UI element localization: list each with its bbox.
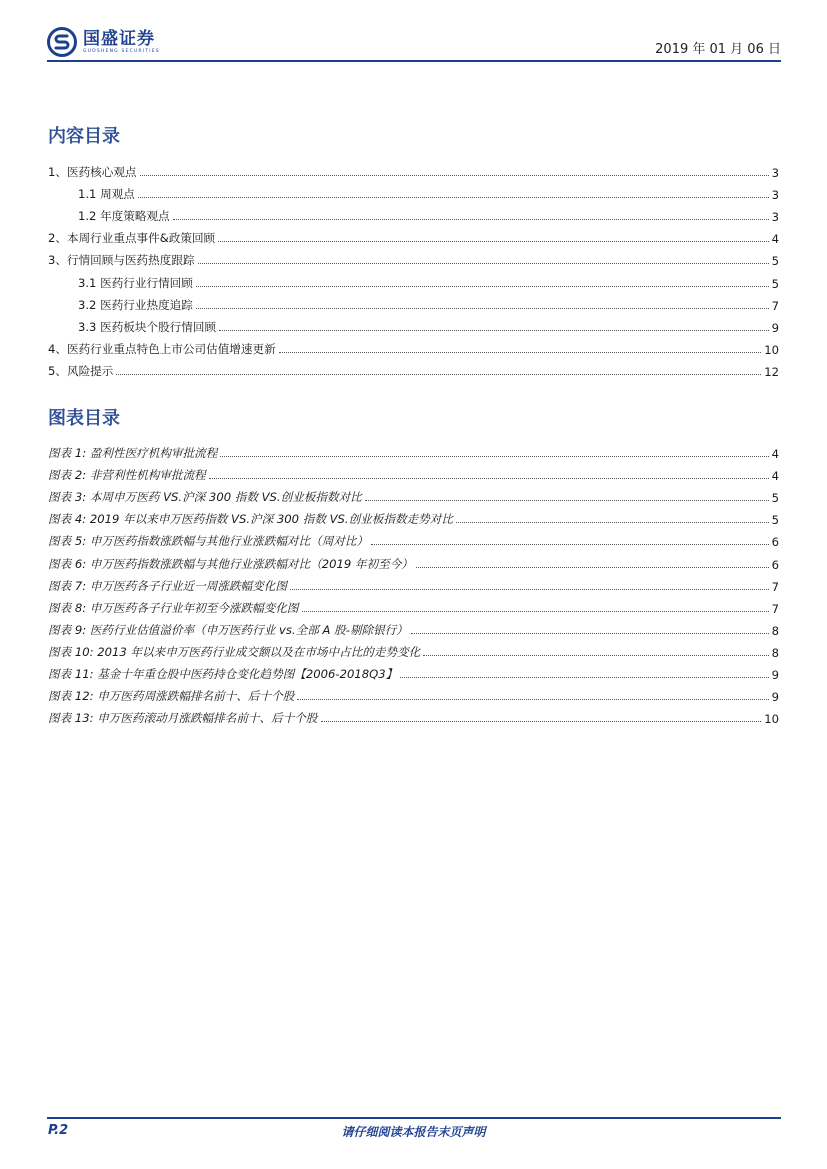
dot-leader — [400, 677, 768, 678]
contents-entry[interactable] — [48, 291, 779, 313]
page-header — [47, 24, 781, 62]
header-divider — [47, 60, 781, 62]
figure-entry[interactable] — [48, 704, 779, 726]
contents-entry-label: 5、风险提示 — [48, 363, 114, 378]
figure-entry[interactable] — [48, 638, 779, 660]
dot-leader — [218, 241, 768, 242]
contents-entry[interactable] — [48, 180, 779, 202]
dot-leader — [140, 175, 769, 176]
dot-leader — [297, 699, 768, 700]
page-number: P.2 — [48, 1123, 69, 1138]
figure-entry-label: 图表 11: 基金十年重仓股中医药持仓变化趋势图【2006-2018Q3】 — [48, 667, 398, 682]
contents-entry-page: 3 — [771, 188, 779, 203]
figure-entry-label: 图表 12: 申万医药周涨跌幅排名前十、后十个股 — [48, 689, 295, 704]
dot-leader — [456, 522, 769, 523]
figure-entry-label: 图表 8: 申万医药各子行业年初至今涨跌幅变化图 — [48, 600, 299, 615]
figure-entry-page: 8 — [771, 623, 779, 638]
contents-entry[interactable] — [48, 357, 779, 379]
dot-leader — [209, 478, 769, 479]
dot-leader — [138, 197, 769, 198]
dot-leader — [220, 456, 768, 457]
figure-entry-page: 7 — [771, 601, 779, 616]
dot-leader — [365, 500, 769, 501]
figure-entry-label: 图表 1: 盈利性医疗机构审批流程 — [48, 446, 218, 461]
contents-entry[interactable] — [48, 246, 779, 268]
contents-entry-page: 5 — [771, 254, 779, 269]
dot-leader — [198, 263, 769, 264]
figure-entry[interactable] — [48, 616, 779, 638]
report-date: 2019 年 01 月 06 日 — [655, 42, 781, 57]
figure-entry[interactable] — [48, 461, 779, 483]
figure-entry-label: 图表 4: 2019 年以来申万医药指数 VS.沪深 300 指数 VS.创业板指数走势对比 — [48, 512, 453, 527]
contents-entry-label: 1.1 周观点 — [78, 187, 135, 202]
figure-entry-label: 图表 3: 本周申万医药 VS.沪深 300 指数 VS.创业板指数对比 — [48, 490, 362, 505]
dot-leader — [279, 352, 762, 353]
dot-leader — [116, 374, 761, 375]
contents-entry[interactable] — [48, 202, 779, 224]
figure-entry-label: 图表 9: 医药行业估值溢价率（申万医药行业 vs.全部 A 股-剔除银行） — [48, 622, 408, 637]
dot-leader — [173, 219, 769, 220]
contents-entry[interactable] — [48, 313, 779, 335]
dot-leader — [411, 633, 769, 634]
figure-entry-label: 图表 2: 非营利性机构审批流程 — [48, 468, 206, 483]
contents-list — [48, 158, 779, 379]
figure-entry-page: 7 — [771, 579, 779, 594]
contents-entry-label: 2、本周行业重点事件&政策回顾 — [48, 231, 216, 246]
contents-entry-page: 9 — [771, 320, 779, 335]
footer-divider — [47, 1117, 781, 1119]
logo-english-name: GUOSHENG SECURITIES — [83, 49, 160, 54]
dot-leader — [416, 567, 769, 568]
figure-entry[interactable] — [48, 527, 779, 549]
figure-entry-page: 5 — [771, 513, 779, 528]
figure-entry[interactable] — [48, 660, 779, 682]
dot-leader — [371, 544, 769, 545]
figure-entry-label: 图表 13: 申万医药滚动月涨跌幅排名前十、后十个股 — [48, 711, 318, 726]
contents-entry-label: 4、医药行业重点特色上市公司估值增速更新 — [48, 341, 276, 356]
contents-title: 内容目录 — [48, 126, 120, 147]
contents-entry-page: 7 — [771, 298, 779, 313]
contents-entry[interactable] — [48, 158, 779, 180]
figure-entry-label: 图表 6: 申万医药指数涨跌幅与其他行业涨跌幅对比（2019 年初至今） — [48, 556, 413, 571]
figures-list — [48, 439, 779, 726]
figure-entry[interactable] — [48, 505, 779, 527]
dot-leader — [196, 286, 769, 287]
contents-entry-page: 12 — [764, 364, 779, 379]
contents-entry-label: 1.2 年度策略观点 — [78, 209, 170, 224]
figure-entry[interactable] — [48, 682, 779, 704]
dot-leader — [423, 655, 768, 656]
figures-title: 图表目录 — [48, 408, 120, 429]
contents-entry-label: 3、行情回顾与医药热度跟踪 — [48, 253, 195, 268]
dot-leader — [196, 308, 769, 309]
dot-leader — [321, 721, 762, 722]
contents-entry-label: 1、医药核心观点 — [48, 165, 137, 180]
contents-entry-page: 4 — [771, 232, 779, 247]
figure-entry-page: 9 — [771, 690, 779, 705]
figure-entry-page: 4 — [771, 447, 779, 462]
contents-entry-label: 3.3 医药板块个股行情回顾 — [78, 319, 217, 334]
contents-entry-page: 3 — [771, 210, 779, 225]
figure-entry[interactable] — [48, 483, 779, 505]
company-logo — [47, 24, 160, 60]
figure-entry-page: 9 — [771, 668, 779, 683]
figure-entry-label: 图表 10: 2013 年以来申万医药行业成交额以及在市场中占比的走势变化 — [48, 644, 421, 659]
figure-entry[interactable] — [48, 439, 779, 461]
contents-entry[interactable] — [48, 224, 779, 246]
figure-entry[interactable] — [48, 549, 779, 571]
figure-entry-label: 图表 5: 申万医药指数涨跌幅与其他行业涨跌幅对比（周对比） — [48, 534, 369, 549]
contents-entry[interactable] — [48, 335, 779, 357]
contents-entry-page: 5 — [771, 276, 779, 291]
dot-leader — [302, 611, 769, 612]
dot-leader — [290, 589, 769, 590]
contents-entry[interactable] — [48, 268, 779, 290]
figure-entry-page: 4 — [771, 469, 779, 484]
dot-leader — [219, 330, 769, 331]
figure-entry-page: 6 — [771, 535, 779, 550]
figure-entry-page: 5 — [771, 491, 779, 506]
logo-chinese-name: 国盛证券 — [83, 29, 155, 49]
disclaimer-note: 请仔细阅读本报告末页声明 — [341, 1125, 486, 1139]
guosheng-logo-icon — [47, 27, 77, 57]
figure-entry-page: 10 — [764, 712, 779, 727]
figure-entry-label: 图表 7: 申万医药各子行业近一周涨跌幅变化图 — [48, 578, 287, 593]
contents-entry-label: 3.2 医药行业热度追踪 — [78, 297, 193, 312]
contents-entry-page: 3 — [771, 166, 779, 181]
figure-entry[interactable] — [48, 572, 779, 594]
contents-entry-page: 10 — [764, 342, 779, 357]
figure-entry-page: 8 — [771, 645, 779, 660]
figure-entry-page: 6 — [771, 557, 779, 572]
contents-entry-label: 3.1 医药行业行情回顾 — [78, 275, 193, 290]
figure-entry[interactable] — [48, 594, 779, 616]
